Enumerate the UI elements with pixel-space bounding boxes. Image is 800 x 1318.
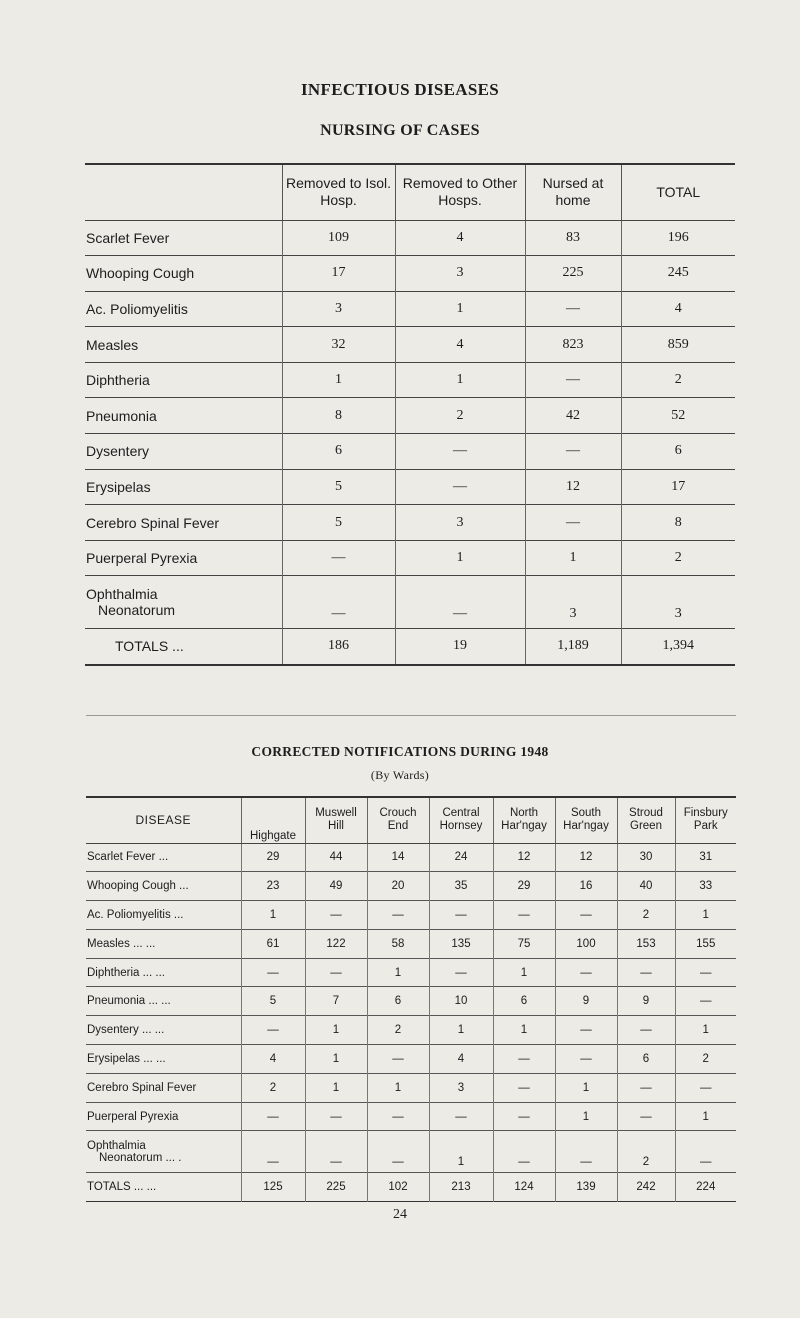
disease-name: Measles ... ...	[87, 937, 156, 950]
cell-value: 6	[493, 987, 555, 1016]
cell-value: 100	[555, 929, 617, 958]
cell-value: 12	[525, 469, 621, 505]
cell-value: 9	[555, 987, 617, 1016]
nursing-col-header: Removed to Other Hosps.	[395, 164, 525, 220]
disease-name: Cerebro Spinal Fever	[87, 1081, 197, 1094]
cell-value: —	[241, 958, 305, 987]
total-value: 213	[429, 1173, 493, 1202]
cell-value: —	[395, 576, 525, 629]
cell-value: —	[367, 901, 429, 930]
table-row	[86, 1102, 736, 1131]
disease-name	[85, 576, 282, 629]
cell-value: —	[617, 1073, 675, 1102]
section-subtitle-wards: (By Wards)	[370, 768, 430, 782]
cell-value: 4	[395, 220, 525, 256]
nursing-col-header: Removed to Isol. Hosp.	[282, 164, 395, 220]
cell-value: —	[555, 1045, 617, 1074]
ward-name-line2: Har'ngay	[501, 820, 547, 833]
cell-value: 6	[282, 434, 395, 470]
total-value: 1,394	[621, 629, 735, 665]
section-title-notifications: CORRECTED NOTIFICATIONS DURING 1948	[251, 744, 549, 759]
total-value: 125	[241, 1173, 305, 1202]
cell-value: 44	[305, 843, 367, 872]
ward-name-line1: Highgate	[249, 829, 297, 842]
totals-row	[85, 629, 735, 665]
ward-col-header	[305, 797, 367, 843]
total-value: 124	[493, 1173, 555, 1202]
disease-name-line2: Neonatorum	[98, 602, 176, 619]
cell-value: 75	[493, 929, 555, 958]
cell-value: —	[525, 434, 621, 470]
cell-value: 3	[525, 576, 621, 629]
cell-value: 823	[525, 327, 621, 363]
disease-name: Dysentery ... ...	[87, 1024, 165, 1037]
cell-value: 6	[617, 1045, 675, 1074]
ward-name-line2: Hill	[328, 820, 344, 833]
disease-name-line1: Ophthalmia	[86, 586, 158, 603]
cell-value: 31	[675, 843, 736, 872]
cell-value: 4	[241, 1045, 305, 1074]
table-row	[85, 434, 735, 470]
ward-col-header	[241, 797, 305, 843]
table-row	[85, 469, 735, 505]
cell-value: 16	[555, 872, 617, 901]
disease-name: Puerperal Pyrexia	[87, 1110, 179, 1123]
ward-name-line2: Green	[630, 820, 662, 833]
cell-value: —	[367, 1045, 429, 1074]
ward-name-line2: Park	[693, 820, 718, 833]
cell-value: 1	[555, 1073, 617, 1102]
cell-value: 29	[241, 843, 305, 872]
totals-row	[86, 1173, 736, 1202]
table-row	[86, 843, 736, 872]
table-row	[85, 398, 735, 434]
total-value: 139	[555, 1173, 617, 1202]
section-title-nursing: NURSING OF CASES	[320, 122, 480, 139]
cell-value: —	[241, 1102, 305, 1131]
table-row	[85, 505, 735, 541]
cell-value: —	[675, 958, 736, 987]
cell-value: 2	[617, 1131, 675, 1173]
notifications-table	[86, 796, 736, 1202]
cell-value: 3	[395, 505, 525, 541]
total-value: 102	[367, 1173, 429, 1202]
cell-value: 5	[241, 987, 305, 1016]
cell-value: 33	[675, 872, 736, 901]
cell-value: —	[555, 958, 617, 987]
table-row	[86, 987, 736, 1016]
totals-label: TOTALS ...	[115, 638, 184, 655]
cell-value: 153	[617, 929, 675, 958]
cell-value: 859	[621, 327, 735, 363]
cell-value: 1	[555, 1102, 617, 1131]
cell-value: 5	[282, 469, 395, 505]
cell-value: 14	[367, 843, 429, 872]
cell-value: 2	[395, 398, 525, 434]
cell-value: 6	[621, 434, 735, 470]
disease-name: Cerebro Spinal Fever	[86, 514, 220, 531]
cell-value: —	[555, 901, 617, 930]
cell-value: —	[395, 469, 525, 505]
cell-value: 122	[305, 929, 367, 958]
table-row	[85, 327, 735, 363]
cell-value: 24	[429, 843, 493, 872]
cell-value: 4	[621, 291, 735, 327]
disease-name: Diphtheria ... ...	[87, 966, 165, 979]
ward-name-line1: Muswell	[315, 807, 357, 820]
cell-value: 1	[675, 1102, 736, 1131]
cell-value: —	[493, 901, 555, 930]
cell-value: 4	[429, 1045, 493, 1074]
cell-value: 52	[621, 398, 735, 434]
cell-value: 1	[305, 1045, 367, 1074]
cell-value: 8	[282, 398, 395, 434]
cell-value: —	[525, 362, 621, 398]
cell-value: 12	[555, 843, 617, 872]
cell-value: 155	[675, 929, 736, 958]
cell-value: 61	[241, 929, 305, 958]
cell-value: 1	[675, 1016, 736, 1045]
cell-value: 2	[241, 1073, 305, 1102]
total-value: 224	[675, 1173, 736, 1202]
cell-value: 42	[525, 398, 621, 434]
total-value: 225	[305, 1173, 367, 1202]
cell-value: 135	[429, 929, 493, 958]
disease-name-line2: Neonatorum ... .	[99, 1151, 182, 1164]
ward-name-line1: Central	[442, 807, 480, 820]
cell-value: 1	[395, 540, 525, 576]
table-row	[86, 872, 736, 901]
cell-value: —	[617, 1016, 675, 1045]
cell-value: —	[493, 1102, 555, 1131]
table-row	[86, 1016, 736, 1045]
cell-value: 40	[617, 872, 675, 901]
cell-value: —	[675, 1073, 736, 1102]
nursing-header-blank	[85, 164, 282, 220]
cell-value: 6	[367, 987, 429, 1016]
ward-col-header	[429, 797, 493, 843]
table-row	[86, 929, 736, 958]
total-value: 186	[282, 629, 395, 665]
cell-value: 17	[621, 469, 735, 505]
cell-value: 245	[621, 256, 735, 292]
table-row	[86, 1045, 736, 1074]
cell-value: 83	[525, 220, 621, 256]
ward-name-line1: Stroud	[629, 807, 663, 820]
cell-value: —	[241, 1016, 305, 1045]
disease-name: Pneumonia	[86, 407, 157, 424]
cell-value: 1	[367, 958, 429, 987]
table-row	[86, 1131, 736, 1173]
cell-value: —	[675, 1131, 736, 1173]
disease-col-header: DISEASE	[86, 797, 241, 843]
disease-name: Erysipelas ... ...	[87, 1052, 166, 1065]
cell-value: —	[617, 1102, 675, 1131]
cell-value: 20	[367, 872, 429, 901]
cell-value: 12	[493, 843, 555, 872]
cell-value: —	[617, 958, 675, 987]
cell-value: 1	[282, 362, 395, 398]
total-value: 19	[395, 629, 525, 665]
ward-name-line1: Finsbury	[683, 807, 728, 820]
cell-value: 2	[617, 901, 675, 930]
cell-value: 3	[395, 256, 525, 292]
disease-name: Ac. Poliomyelitis	[86, 300, 188, 317]
cell-value: —	[675, 987, 736, 1016]
table-row	[86, 958, 736, 987]
cell-value: 35	[429, 872, 493, 901]
cell-value: 8	[621, 505, 735, 541]
cell-value: 10	[429, 987, 493, 1016]
cell-value: 1	[305, 1016, 367, 1045]
cell-value: 1	[429, 1131, 493, 1173]
cell-value: 3	[621, 576, 735, 629]
cell-value: —	[429, 958, 493, 987]
nursing-col-header: Nursed at home	[525, 164, 621, 220]
ward-col-header	[367, 797, 429, 843]
disease-name: Whooping Cough ...	[87, 880, 189, 893]
cell-value: 1	[305, 1073, 367, 1102]
cell-value: —	[367, 1131, 429, 1173]
cell-value: 2	[675, 1045, 736, 1074]
cell-value: 1	[395, 291, 525, 327]
disease-name: Ac. Poliomyelitis ...	[87, 908, 184, 921]
ward-name-line2: End	[387, 820, 409, 833]
ward-name-line1: North	[509, 807, 539, 820]
disease-name	[86, 1131, 241, 1173]
table-row	[85, 540, 735, 576]
table-row	[85, 576, 735, 629]
cell-value: 32	[282, 327, 395, 363]
cell-value: 196	[621, 220, 735, 256]
ward-name-line2: Hornsey	[439, 820, 483, 833]
cell-value: —	[555, 1131, 617, 1173]
cell-value: —	[305, 901, 367, 930]
notifications-header-row	[86, 797, 736, 843]
ward-name-line1: South	[570, 807, 602, 820]
ward-col-header	[675, 797, 736, 843]
cell-value: 1	[429, 1016, 493, 1045]
cell-value: 49	[305, 872, 367, 901]
cell-value: —	[493, 1073, 555, 1102]
cell-value: 1	[675, 901, 736, 930]
disease-name: Scarlet Fever	[86, 229, 170, 246]
disease-name: Erysipelas	[86, 478, 151, 495]
cell-value: —	[282, 540, 395, 576]
cell-value: 109	[282, 220, 395, 256]
disease-name: Puerperal Pyrexia	[86, 550, 198, 567]
cell-value: —	[305, 1102, 367, 1131]
ward-name-line1: Crouch	[379, 807, 417, 820]
cell-value: 1	[525, 540, 621, 576]
cell-value: 23	[241, 872, 305, 901]
table-row	[86, 1073, 736, 1102]
cell-value: 1	[493, 1016, 555, 1045]
cell-value: —	[367, 1102, 429, 1131]
cell-value: —	[429, 1102, 493, 1131]
cell-value: —	[241, 1131, 305, 1173]
cell-value: 2	[621, 362, 735, 398]
cell-value: 2	[367, 1016, 429, 1045]
cell-value: —	[282, 576, 395, 629]
cell-value: 4	[395, 327, 525, 363]
table-row	[85, 256, 735, 292]
table-row	[85, 291, 735, 327]
page-title: INFECTIOUS DISEASES	[301, 80, 499, 99]
cell-value: —	[395, 434, 525, 470]
cell-value: 5	[282, 505, 395, 541]
disease-name: Dysentery	[86, 443, 150, 460]
cell-value: 7	[305, 987, 367, 1016]
total-value: 1,189	[525, 629, 621, 665]
cell-value: 3	[429, 1073, 493, 1102]
cell-value: 1	[367, 1073, 429, 1102]
page-number: 24	[393, 1207, 407, 1222]
disease-name: Diphtheria	[86, 372, 150, 389]
cell-value: 58	[367, 929, 429, 958]
cell-value: 30	[617, 843, 675, 872]
nursing-header-row	[85, 164, 735, 220]
cell-value: —	[493, 1131, 555, 1173]
disease-name: Scarlet Fever ...	[87, 851, 169, 864]
section-divider	[86, 715, 736, 716]
ward-name-line2: Har'ngay	[563, 820, 609, 833]
cell-value: 1	[395, 362, 525, 398]
cell-value: —	[429, 901, 493, 930]
total-value: 242	[617, 1173, 675, 1202]
ward-col-header	[555, 797, 617, 843]
cell-value: 9	[617, 987, 675, 1016]
cell-value: 29	[493, 872, 555, 901]
disease-name: Measles	[86, 336, 139, 353]
table-row	[86, 901, 736, 930]
nursing-col-header: TOTAL	[621, 164, 735, 220]
cell-value: —	[305, 958, 367, 987]
nursing-table	[85, 163, 735, 666]
table-row	[85, 362, 735, 398]
cell-value: —	[525, 505, 621, 541]
cell-value: 225	[525, 256, 621, 292]
table-row	[85, 220, 735, 256]
cell-value: 2	[621, 540, 735, 576]
cell-value: —	[525, 291, 621, 327]
cell-value: 17	[282, 256, 395, 292]
cell-value: —	[493, 1045, 555, 1074]
cell-value: 3	[282, 291, 395, 327]
disease-name: Pneumonia ... ...	[87, 995, 171, 1008]
disease-name: Whooping Cough	[86, 265, 195, 282]
cell-value: 1	[493, 958, 555, 987]
ward-col-header	[617, 797, 675, 843]
totals-label: TOTALS ... ...	[87, 1181, 157, 1194]
cell-value: —	[305, 1131, 367, 1173]
disease-name-line1: Ophthalmia	[87, 1139, 146, 1152]
cell-value: 1	[241, 901, 305, 930]
cell-value: —	[555, 1016, 617, 1045]
ward-col-header	[493, 797, 555, 843]
